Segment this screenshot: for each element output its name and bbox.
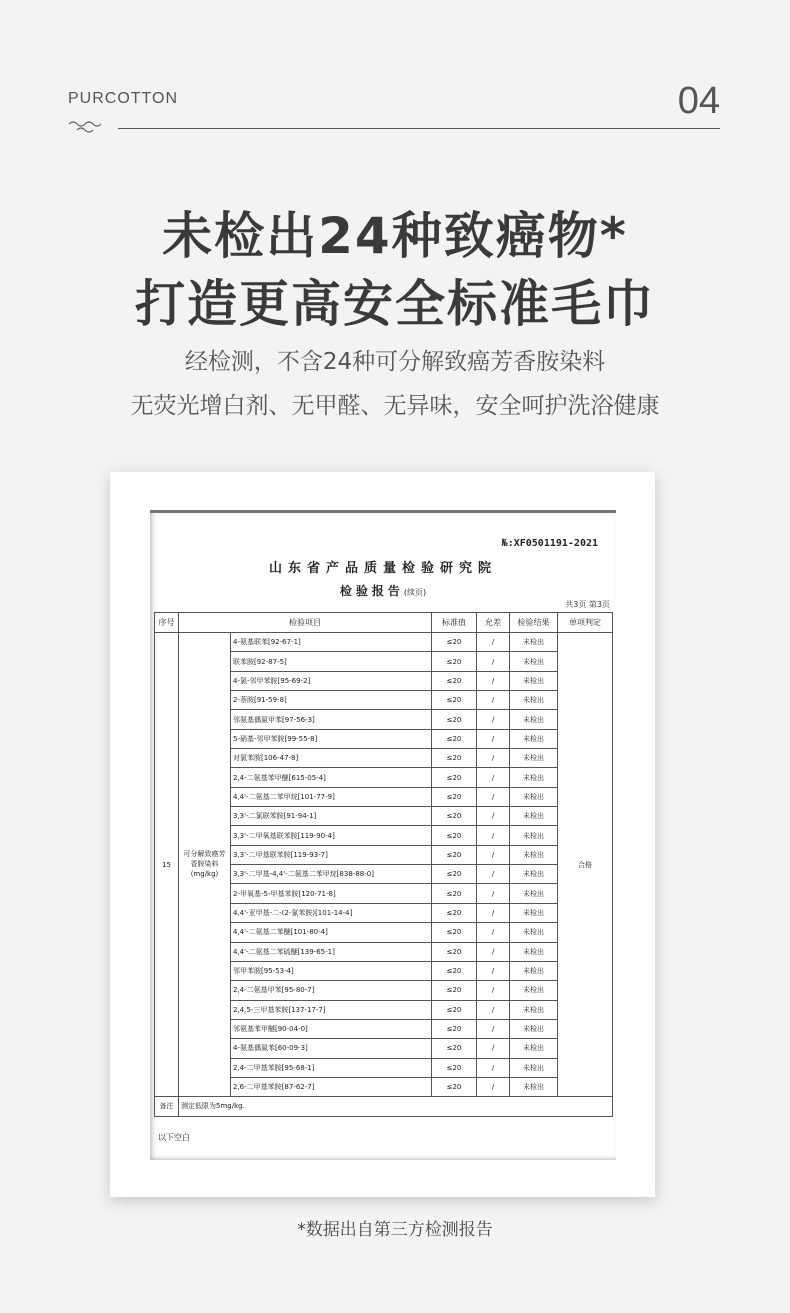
tolerance-value: / — [477, 633, 510, 652]
result-value: 未检出 — [510, 1019, 558, 1038]
col-header-item: 检验项目 — [179, 613, 432, 633]
standard-value: ≤20 — [432, 845, 477, 864]
standard-value: ≤20 — [432, 1039, 477, 1058]
result-value: 未检出 — [510, 845, 558, 864]
standard-value: ≤20 — [432, 942, 477, 961]
tolerance-value: / — [477, 826, 510, 845]
standard-value: ≤20 — [432, 768, 477, 787]
col-header-standard: 标准值 — [432, 613, 477, 633]
tolerance-value: / — [477, 845, 510, 864]
result-value: 未检出 — [510, 981, 558, 1000]
report-page-info: 共3页 第3页 — [565, 600, 610, 609]
standard-value: ≤20 — [432, 710, 477, 729]
result-value: 未检出 — [510, 652, 558, 671]
tolerance-value: / — [477, 768, 510, 787]
test-item: 4,4'-二氨基二苯醚[101-80-4] — [231, 923, 432, 942]
table-header-row — [155, 613, 613, 633]
test-item: 2,4-二氨基甲苯[95-80-7] — [231, 981, 432, 1000]
tolerance-value: / — [477, 1058, 510, 1077]
tolerance-value: / — [477, 1000, 510, 1019]
standard-value: ≤20 — [432, 807, 477, 826]
test-item: 联苯胺[92-87-5] — [231, 652, 432, 671]
subhead-line-2: 无荧光增白剂、无甲醛、无异味，安全呵护洗浴健康 — [130, 393, 660, 419]
standard-value: ≤20 — [432, 961, 477, 980]
standard-value: ≤20 — [432, 884, 477, 903]
tolerance-value: / — [477, 729, 510, 748]
test-item: 邻氨基偶氮甲苯[97-56-3] — [231, 710, 432, 729]
standard-value: ≤20 — [432, 1058, 477, 1077]
tolerance-value: / — [477, 691, 510, 710]
judgement-value: 合格 — [558, 633, 613, 1097]
result-value: 未检出 — [510, 865, 558, 884]
result-value: 未检出 — [510, 671, 558, 690]
test-item: 2,6-二甲基苯胺[87-62-7] — [231, 1077, 432, 1096]
standard-value: ≤20 — [432, 903, 477, 922]
test-item: 3,3'-二甲基-4,4'-二氨基二苯甲烷[838-88-0] — [231, 865, 432, 884]
result-value: 未检出 — [510, 942, 558, 961]
tolerance-value: / — [477, 981, 510, 1000]
brand-name: PURCOTTON — [68, 90, 179, 107]
tolerance-value: / — [477, 884, 510, 903]
tolerance-value: / — [477, 1039, 510, 1058]
tolerance-value: / — [477, 1077, 510, 1096]
standard-value: ≤20 — [432, 633, 477, 652]
report-title — [150, 582, 616, 599]
remark-row — [155, 1097, 613, 1116]
tolerance-value: / — [477, 807, 510, 826]
test-category: 可分解致癌芳香胺染料(mg/kg) — [179, 633, 231, 1097]
tolerance-value: / — [477, 652, 510, 671]
report-title-text: 检验报告 — [339, 584, 404, 598]
test-item: 4,4'-二氨基二苯硫醚[139-65-1] — [231, 942, 432, 961]
result-value: 未检出 — [510, 1058, 558, 1077]
test-item: 4-氨基联苯[92-67-1] — [231, 633, 432, 652]
tolerance-value: / — [477, 865, 510, 884]
headline-line-1: 未检出24种致癌物* — [162, 207, 628, 265]
col-header-result: 检验结果 — [510, 613, 558, 633]
result-value: 未检出 — [510, 1039, 558, 1058]
standard-value: ≤20 — [432, 787, 477, 806]
tolerance-value: / — [477, 749, 510, 768]
standard-value: ≤20 — [432, 729, 477, 748]
result-value: 未检出 — [510, 768, 558, 787]
tolerance-value: / — [477, 942, 510, 961]
test-item: 4-氯-邻甲苯胺[95-69-2] — [231, 671, 432, 690]
report-table — [154, 612, 613, 1117]
tolerance-value: / — [477, 903, 510, 922]
report-institute: 山东省产品质量检验研究院 — [268, 561, 497, 576]
test-item: 3,3'-二甲氧基联苯胺[119-90-4] — [231, 826, 432, 845]
result-value: 未检出 — [510, 923, 558, 942]
page-number: 04 — [677, 80, 720, 122]
result-value: 未检出 — [510, 807, 558, 826]
test-item: 2-萘胺[91-59-8] — [231, 691, 432, 710]
result-value: 未检出 — [510, 787, 558, 806]
standard-value: ≤20 — [432, 826, 477, 845]
result-value: 未检出 — [510, 903, 558, 922]
standard-value: ≤20 — [432, 1000, 477, 1019]
header-divider — [118, 128, 720, 129]
report-frame — [110, 472, 655, 1197]
result-value: 未检出 — [510, 729, 558, 748]
standard-value: ≤20 — [432, 981, 477, 1000]
result-value: 未检出 — [510, 691, 558, 710]
test-item: 4,4'-亚甲基-二-(2-氯苯胺)[101-14-4] — [231, 903, 432, 922]
test-item: 3,3'-二氯联苯胺[91-94-1] — [231, 807, 432, 826]
test-item: 2-甲氧基-5-甲基苯胺[120-71-8] — [231, 884, 432, 903]
tolerance-value: / — [477, 923, 510, 942]
row-number: 15 — [155, 633, 179, 1097]
headline-line-2: 打造更高安全标准毛巾 — [135, 275, 655, 333]
tolerance-value: / — [477, 710, 510, 729]
test-item: 2,4-二氨基苯甲醚[615-05-4] — [231, 768, 432, 787]
remark-text: 测定低限为5mg/kg. — [179, 1097, 613, 1116]
standard-value: ≤20 — [432, 691, 477, 710]
report-doc-number: №:XF0501191-2021 — [501, 538, 598, 549]
result-value: 未检出 — [510, 961, 558, 980]
report-end-note: 以下空白 — [158, 1133, 190, 1142]
standard-value: ≤20 — [432, 1077, 477, 1096]
table-row — [155, 633, 613, 652]
report-document — [150, 510, 616, 1160]
remark-label: 备注 — [155, 1097, 179, 1116]
col-header-no: 序号 — [155, 613, 179, 633]
test-item: 4,4'-二氨基二苯甲烷[101-77-9] — [231, 787, 432, 806]
tolerance-value: / — [477, 1019, 510, 1038]
test-item: 5-硝基-邻甲苯胺[99-55-8] — [231, 729, 432, 748]
tolerance-value: / — [477, 787, 510, 806]
col-header-tolerance: 允差 — [477, 613, 510, 633]
test-item: 邻氨基苯甲醚[90-04-0] — [231, 1019, 432, 1038]
standard-value: ≤20 — [432, 671, 477, 690]
test-item: 4-氨基偶氮苯[60-09-3] — [231, 1039, 432, 1058]
standard-value: ≤20 — [432, 923, 477, 942]
result-value: 未检出 — [510, 826, 558, 845]
standard-value: ≤20 — [432, 652, 477, 671]
test-item: 2,4-二甲基苯胺[95-68-1] — [231, 1058, 432, 1077]
standard-value: ≤20 — [432, 749, 477, 768]
wave-icon — [68, 120, 104, 134]
result-value: 未检出 — [510, 884, 558, 903]
col-header-judgement: 单项判定 — [558, 613, 613, 633]
result-value: 未检出 — [510, 710, 558, 729]
test-item: 2,4,5-三甲基苯胺[137-17-7] — [231, 1000, 432, 1019]
subhead-line-1: 经检测，不含24种可分解致癌芳香胺染料 — [184, 349, 606, 375]
result-value: 未检出 — [510, 633, 558, 652]
test-item: 3,3'-二甲基联苯胺[119-93-7] — [231, 845, 432, 864]
standard-value: ≤20 — [432, 865, 477, 884]
tolerance-value: / — [477, 671, 510, 690]
result-value: 未检出 — [510, 749, 558, 768]
data-source-footnote: *数据出自第三方检测报告 — [297, 1220, 493, 1240]
standard-value: ≤20 — [432, 1019, 477, 1038]
report-title-suffix: (续页) — [403, 588, 427, 597]
result-value: 未检出 — [510, 1077, 558, 1096]
test-item: 对氯苯胺[106-47-8] — [231, 749, 432, 768]
tolerance-value: / — [477, 961, 510, 980]
test-item: 邻甲苯胺[95-53-4] — [231, 961, 432, 980]
result-value: 未检出 — [510, 1000, 558, 1019]
